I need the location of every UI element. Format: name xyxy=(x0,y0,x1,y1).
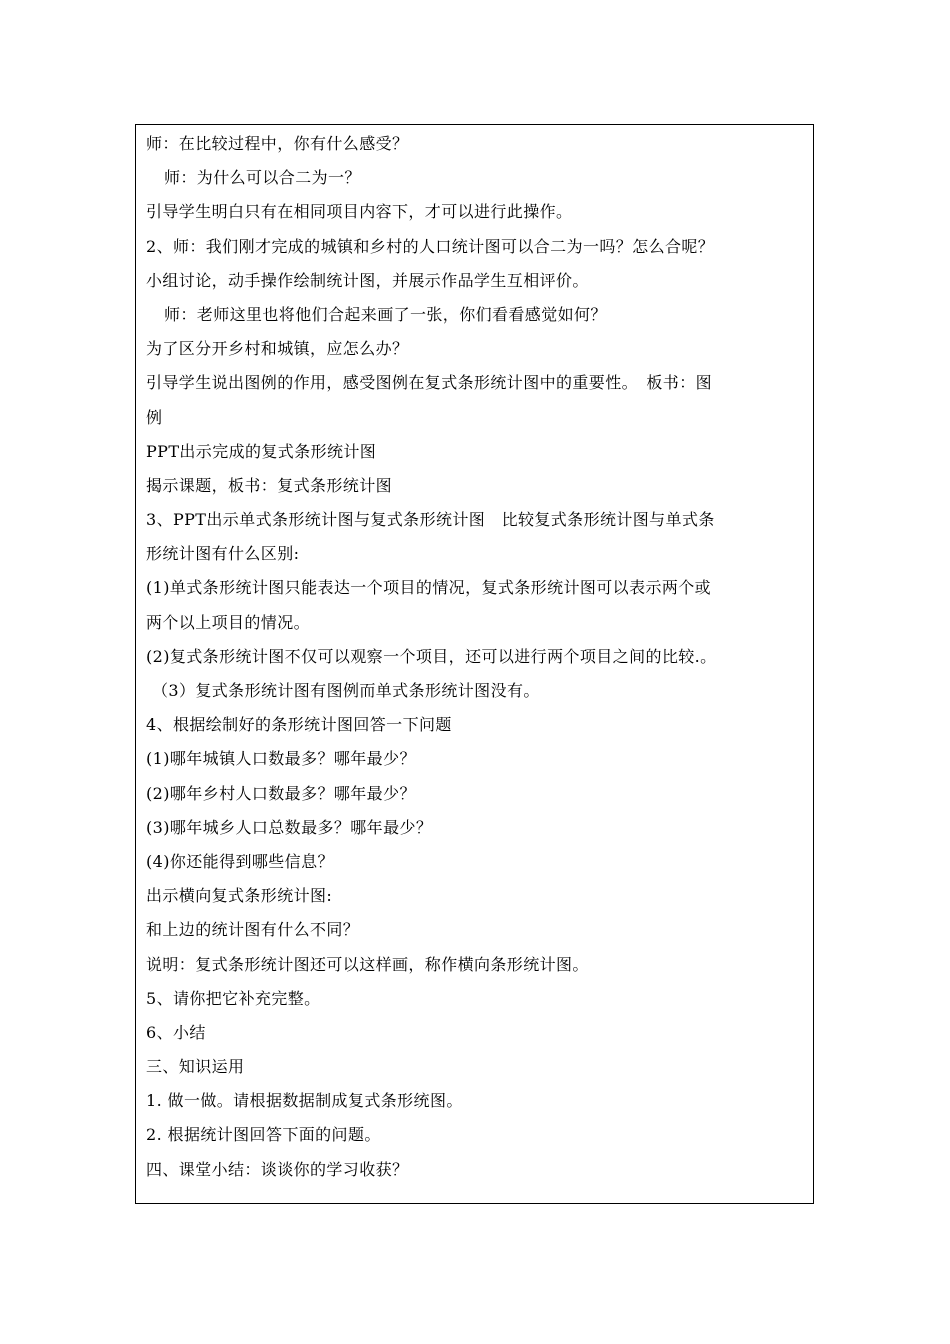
text-line: 四、课堂小结：谈谈你的学习收获？ xyxy=(146,1159,409,1179)
text-line: 揭示课题，板书：复式条形统计图 xyxy=(146,475,393,495)
text-line: 小组讨论，动手操作绘制统计图，并展示作品学生互相评价。 xyxy=(146,270,589,290)
text-line: 5、请你把它补充完整。 xyxy=(146,988,321,1008)
text-line: 3、PPT出示单式条形统计图与复式条形统计图 比较复式条形统计图与单式条 xyxy=(146,510,715,530)
text-line: 2、师：我们刚才完成的城镇和乡村的人口统计图可以合二为一吗？怎么合呢？ xyxy=(146,236,715,256)
text-line: (1)单式条形统计图只能表达一个项目的情况，复式条形统计图可以表示两个或 xyxy=(146,578,712,598)
text-line: 引导学生说出图例的作用，感受图例在复式条形统计图中的重要性。 板书：图 xyxy=(146,373,713,393)
text-line: 1. 做一做。请根据数据制成复式条形统图。 xyxy=(146,1091,463,1111)
text-line: （3）复式条形统计图有图例而单式条形统计图没有。 xyxy=(152,681,540,700)
text-line: 说明：复式条形统计图还可以这样画，称作横向条形统计图。 xyxy=(146,954,589,974)
text-line: (4)你还能得到哪些信息？ xyxy=(146,851,334,871)
text-line: 师：在比较过程中，你有什么感受？ xyxy=(146,134,409,153)
text-line: 为了区分开乡村和城镇，应怎么办？ xyxy=(146,339,409,359)
text-line: 师：老师这里也将他们合起来画了一张，你们看看感觉如何？ xyxy=(164,304,607,324)
text-line: (3)哪年城乡人口总数最多？哪年最少？ xyxy=(146,817,433,837)
text-line: 师：为什么可以合二为一？ xyxy=(164,168,361,188)
text-line: (2)哪年乡村人口数最多？哪年最少？ xyxy=(146,783,416,803)
text-line: 出示横向复式条形统计图: xyxy=(146,886,333,906)
text-line: 4、根据绘制好的条形统计图回答一下问题 xyxy=(146,715,452,735)
lesson-plan-table-cell xyxy=(135,124,814,1204)
text-line: 和上边的统计图有什么不同？ xyxy=(146,920,360,940)
text-line: (1)哪年城镇人口数最多？哪年最少？ xyxy=(146,749,416,769)
text-line: 三、知识运用 xyxy=(146,1057,245,1077)
text-line: (2)复式条形统计图不仅可以观察一个项目，还可以进行两个项目之间的比较.。 xyxy=(146,646,717,666)
text-line: 形统计图有什么区别: xyxy=(146,544,300,564)
text-line: 引导学生明白只有在相同项目内容下，才可以进行此操作。 xyxy=(146,202,573,222)
text-line: 6、小结 xyxy=(146,1022,206,1042)
text-line: 例 xyxy=(146,407,163,427)
text-line: PPT出示完成的复式条形统计图 xyxy=(146,441,377,461)
text-line: 2. 根据统计图回答下面的问题。 xyxy=(146,1125,381,1145)
text-line: 两个以上项目的情况。 xyxy=(146,612,311,632)
